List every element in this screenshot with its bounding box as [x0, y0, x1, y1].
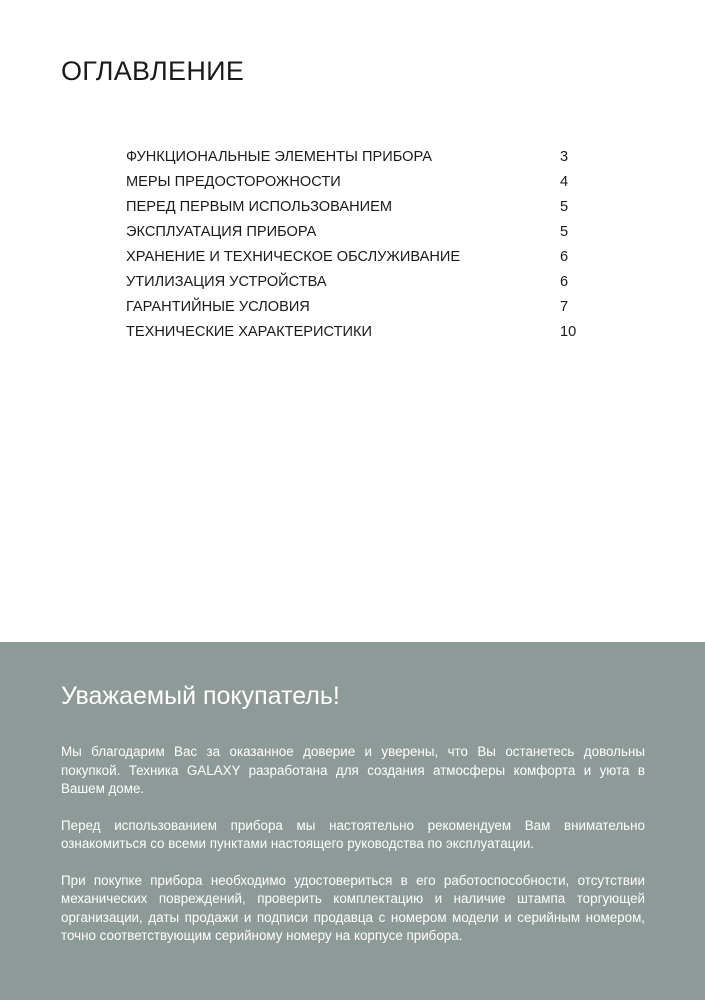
toc-entry-label: ГАРАНТИЙНЫЕ УСЛОВИЯ: [126, 299, 310, 315]
toc-entry-page: 4: [560, 174, 569, 190]
toc-entry-label: МЕРЫ ПРЕДОСТОРОЖНОСТИ: [126, 174, 341, 190]
toc-entry-label: УТИЛИЗАЦИЯ УСТРОЙСТВА: [126, 274, 327, 290]
toc-entry[interactable]: [126, 295, 586, 320]
toc-entry[interactable]: [126, 270, 586, 295]
greeting-title: Уважаемый покупатель!: [61, 682, 340, 710]
toc-title: ОГЛАВЛЕНИЕ: [61, 56, 245, 86]
toc-entry-page: 10: [560, 324, 577, 340]
greeting-paragraph: Мы благодарим Вас за оказанное доверие и уверены, что Вы останетесь довольны покупкой. Техника GALAXY разработана для создания атмосферы комфорта и уюта в Вашем доме.: [61, 744, 645, 796]
toc-entry[interactable]: [126, 245, 586, 270]
greeting-paragraph: Перед использованием прибора мы настоятельно рекомендуем Вам внимательно ознакомиться со всеми пунктами настоящего руководства по эксплуатации.: [61, 817, 645, 851]
toc-entry[interactable]: [126, 170, 586, 195]
toc-entry-label: ХРАНЕНИЕ И ТЕХНИЧЕСКОЕ ОБСЛУЖИВАНИЕ: [126, 249, 461, 265]
toc-entry-page: 5: [560, 224, 569, 240]
toc-entry-label: ТЕХНИЧЕСКИЕ ХАРАКТЕРИСТИКИ: [126, 324, 372, 340]
toc-entry-page: 5: [560, 199, 569, 215]
greeting-body: [61, 743, 645, 964]
greeting-panel: [0, 642, 705, 1000]
toc-entry-label: ЭКСПЛУАТАЦИЯ ПРИБОРА: [126, 224, 317, 240]
table-of-contents: [126, 145, 586, 345]
toc-entry-page: 6: [560, 249, 569, 265]
toc-entry[interactable]: [126, 320, 586, 345]
toc-entry[interactable]: [126, 220, 586, 245]
toc-entry-label: ФУНКЦИОНАЛЬНЫЕ ЭЛЕМЕНТЫ ПРИБОРА: [126, 149, 432, 165]
toc-entry[interactable]: [126, 195, 586, 220]
greeting-paragraph: При покупке прибора необходимо удостовериться в его работоспособности, отсутствии механических повреждений, проверить комплектацию и наличие штампа торгующей организации, даты продажи и подписи продавца с номером модели и серийным номером, точно соответствующим серийному номеру на корпусе прибора.: [61, 872, 645, 943]
toc-entry-label: ПЕРЕД ПЕРВЫМ ИСПОЛЬЗОВАНИЕМ: [126, 199, 393, 215]
toc-entry-page: 6: [560, 274, 569, 290]
toc-entry-page: 7: [560, 299, 569, 315]
toc-entry-page: 3: [560, 149, 569, 165]
toc-entry[interactable]: [126, 145, 586, 170]
